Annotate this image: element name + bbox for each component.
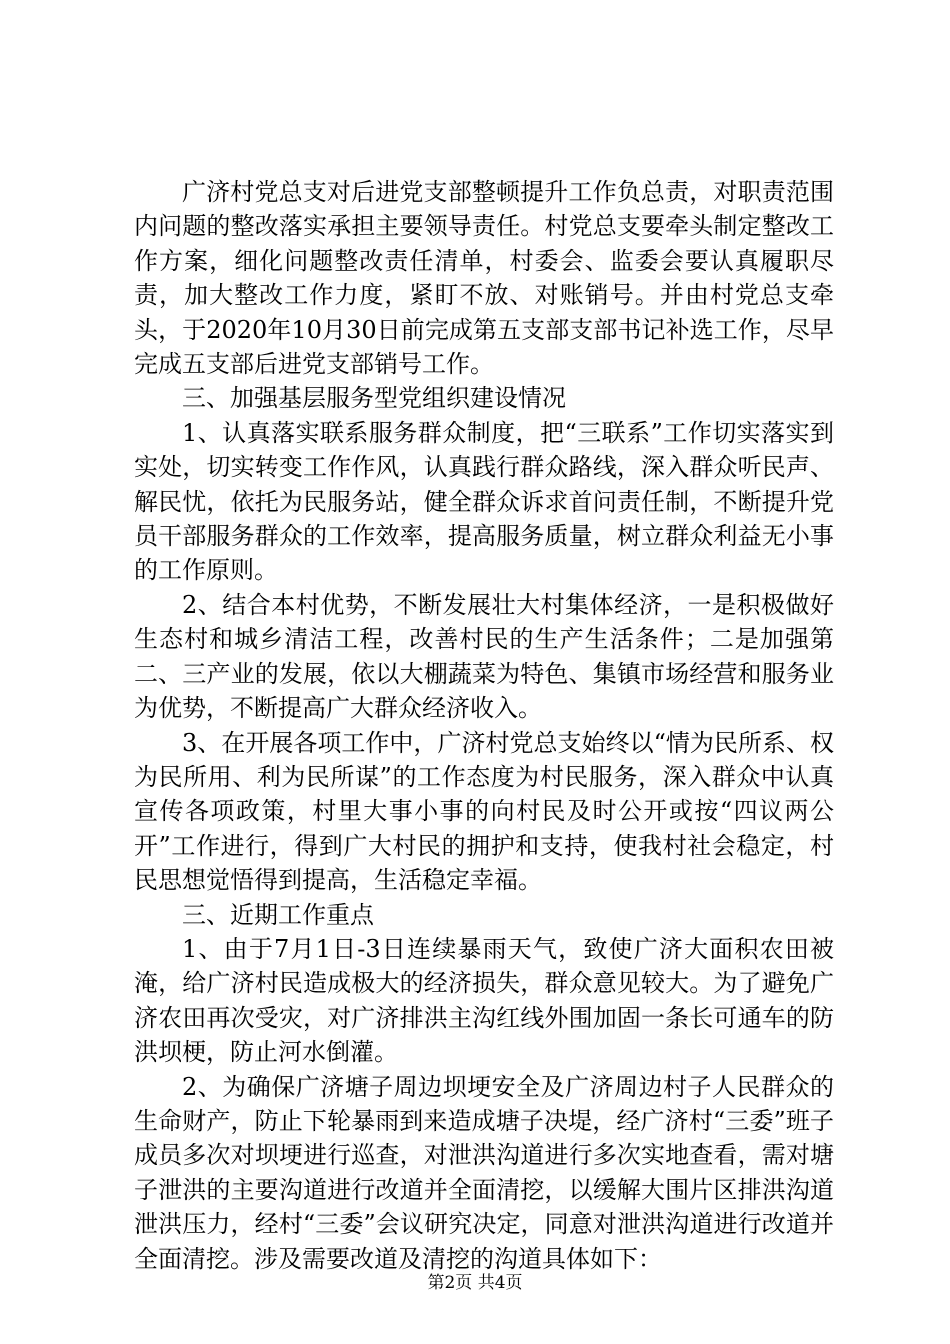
paragraph-work-attitude: 3、在开展各项工作中，广济村党总支始终以“情为民所系、权为民所用、利为民所谋”的工作态度为村民服务，深入群众中认真宣传各项政策，村里大事小事的向村民及时公开或按“四议两公开”工作进行，得到广大村民的拥护和支持，使我村社会稳定，村民思想觉悟得到提高，生活稳定幸福。 <box>134 728 834 895</box>
page-number-footer: 第2页 共4页 <box>427 1273 523 1293</box>
paragraph-responsibility: 广济村党总支对后进党支部整顿提升工作负总责，对职责范围内问题的整改落实承担主要领导责任。村党总支要牵头制定整改工作方案，细化问题整改责任清单，村委会、监委会要认真履职尽责，加大整改工作力度，紧盯不放、对账销号。并由村党总支牵头，于2020年10月30日前完成第五支部支部书记补选工作，尽早完成五支部后进党支部销号工作。 <box>134 178 834 379</box>
section-heading-recent-focus: 三、近期工作重点 <box>182 900 374 929</box>
paragraph-contact-masses: 1、认真落实联系服务群众制度，把“三联系”工作切实落实到实处，切实转变工作作风，认真践行群众路线，深入群众听民声、解民忧，依托为民服务站，健全群众诉求首问责任制，不断提升党员干部服务群众的工作效率，提高服务质量，树立群众利益无小事的工作原则。 <box>134 418 834 585</box>
paragraph-collective-economy: 2、结合本村优势，不断发展壮大村集体经济，一是积极做好生态村和城乡清洁工程，改善村民的生产生活条件；二是加强第二、三产业的发展，依以大棚蔬菜为特色、集镇市场经营和服务业为优势，不断提高广大群众经济收入。 <box>134 590 834 723</box>
paragraph-flood-farmland: 1、由于7月1日-3日连续暴雨天气，致使广济大面积农田被淹，给广济村民造成极大的经济损失，群众意见较大。为了避免广济农田再次受灾，对广济排洪主沟红线外围加固一条长可通车的防洪坝梗，防止河水倒灌。 <box>134 934 834 1067</box>
paragraph-drainage-channel: 2、为确保广济塘子周边坝埂安全及广济周边村子人民群众的生命财产，防止下轮暴雨到来造成塘子决堤，经广济村“三委”班子成员多次对坝埂进行巡查，对泄洪沟道进行多次实地查看，需对塘子泄洪的主要沟道进行改道并全面清挖，以缓解大围片区排洪沟道泄洪压力，经村“三委”会议研究决定，同意对泄洪沟道进行改道并全面清挖。涉及需要改道及清挖的沟道具体如下： <box>134 1072 834 1273</box>
section-heading-service-party: 三、加强基层服务型党组织建设情况 <box>182 384 566 413</box>
document-body <box>134 175 834 1276</box>
